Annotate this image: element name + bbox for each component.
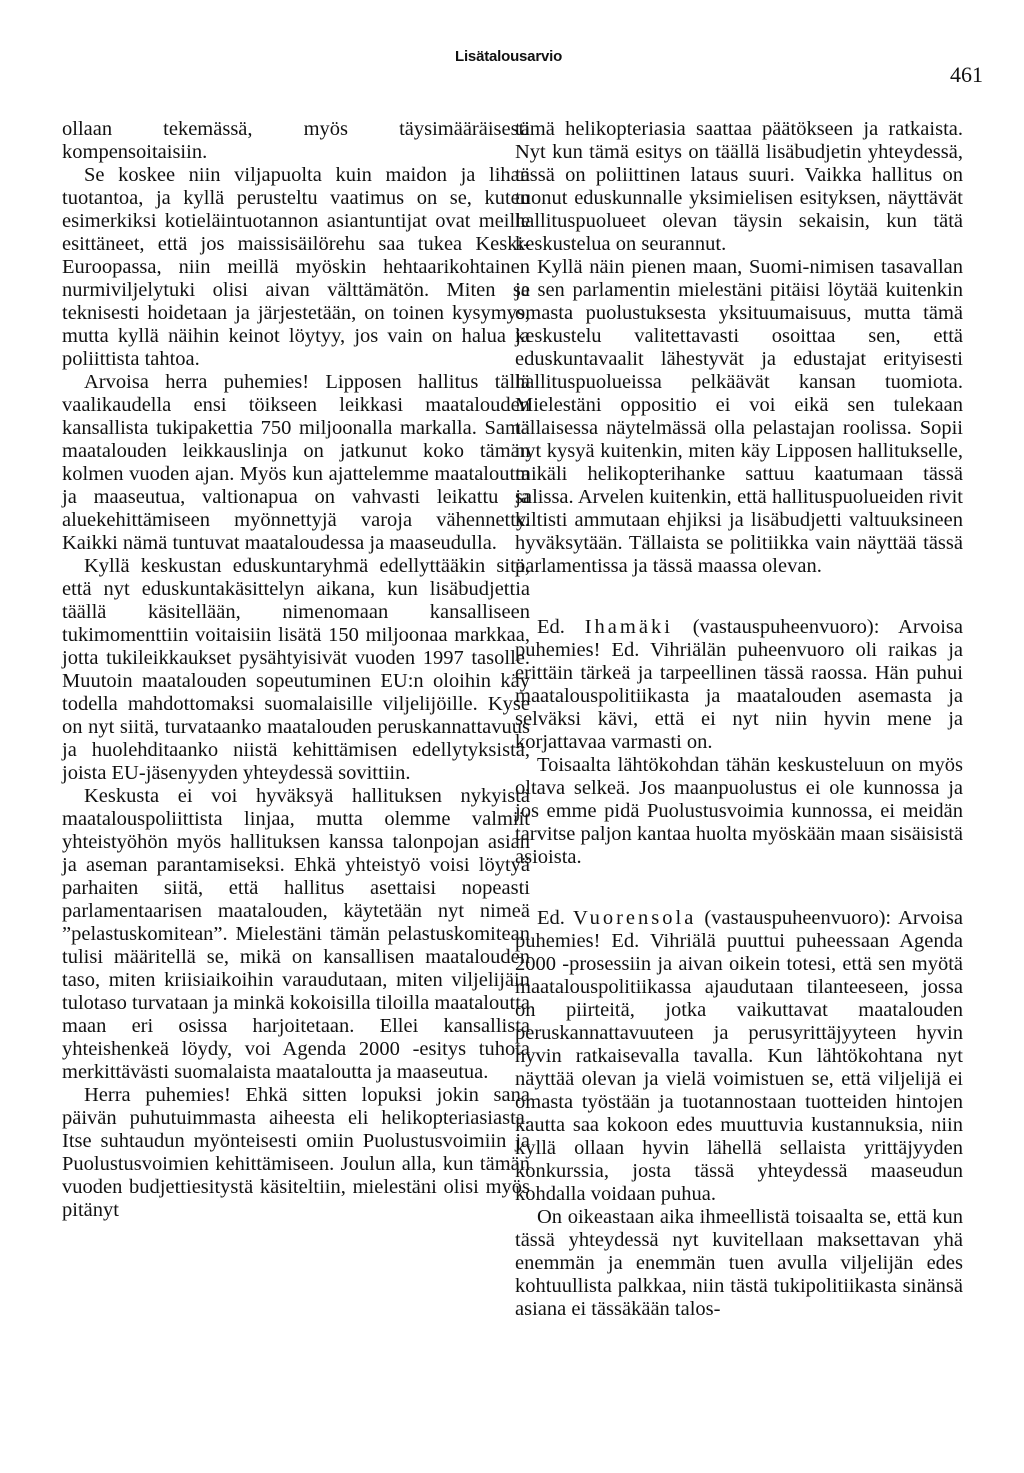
speech-text: (vastauspuheenvuoro): Arvoisa puhemies! Ed. Vihriälä puuttui puheessaan Agenda 2000 -prosessiin ja aivan oikein totesi, että sen myötä maatalouspolitiikassa ajaudutaan tilanteeseen, jossa on piirteitä, jotka vaikuttavat maatalouden peruskannattavuuteen ja perusyrittäjyyteen hyvin hyvin ratkaisevalla tavalla. Kun lähtökohtana nyt näyttää olevan ja vielä voimistuen se, että viljelijä ei omasta työstään ja tuotannostaan tuotteiden hintojen kautta saa kokoon edes muuttuvia kustannuksia, niin kyllä ollaan hyvin lähellä sellaista yrittäjyyden konkurssia, josta tässä yhteydessä maaseudun kohdalla voidaan puhua. (515, 907, 964, 1205)
speaker-name: Ihamäki (584, 616, 673, 638)
paragraph: Se koskee niin viljapuolta kuin maidon ja lihan tuotantoa, ja kyllä perusteltu vaatimus on se, kuten esimerkiksi kotieläintuotannon asiantuntijat ovat meille esittäneet, että jos maissisäilörehu saa tukea Keski-Euroopassa, niin meillä myöskin hehtaarikohtainen nurmiviljelytuki olisi aivan välttämätön. Miten se teknisesti hoidetaan ja järjestetään, on toinen kysymys, mutta kyllä näihin keinot löytyy, jos vain on halua ja poliittista tahtoa. (62, 164, 530, 370)
running-title: Lisätalousarvio (455, 48, 563, 65)
speech-prefix: Ed. (537, 907, 565, 929)
right-column (515, 118, 963, 1321)
paragraph: Herra puhemies! Ehkä sitten lopuksi jokin sana päivän puhutuimmasta aiheesta eli helikopteriasiasta. Itse suhtaudun myönteisesti omiin Puolustusvoimiin ja Puolustusvoimien kehittämiseen. Joulun alla, kun tämän vuoden budjettiesitystä käsiteltiin, mielestäni olisi myös pitänyt (62, 1084, 530, 1221)
speech-prefix: Ed. (537, 616, 565, 638)
speaker-name: Vuorensola (573, 907, 697, 929)
left-column (62, 118, 530, 1222)
paragraph: tämä helikopteriasia saattaa päätökseen ja ratkaista. Nyt kun tämä esitys on täällä lisäbudjetin yhteydessä, tässä on poliittinen lataus suuri. Vaikka hallitus on tuonut eduskunnalle yksimielisen esityksen, näyttävät hallituspuolueet olevan täysin sekaisin, kun tätä keskustelua on seurannut. (515, 118, 963, 255)
paragraph: ollaan tekemässä, myös täysimääräisesti kompensoitaisiin. (62, 118, 530, 163)
speech-ihamaki (515, 616, 963, 754)
speech-text: (vastauspuheenvuoro): Arvoisa puhemies! Ed. Vihriälän puheenvuoro oli raikas ja erittäin tärkeä ja tarpeellinen tässä raossa. Hän puhui maatalouspolitiikasta ja maatalouden asemasta ja selväksi kävi, että ei nyt niin hyvin mene ja korjattavaa varmasti on. (515, 616, 964, 753)
speech-vuorensola (515, 907, 963, 1206)
paragraph: Toisaalta lähtökohdan tähän keskusteluun on myös oltava selkeä. Jos maanpuolustus ei ole kunnossa ja jos emme pidä Puolustusvoimia kunnossa, ei meidän tarvitse paljon kantaa huolta myöskään maan sisäisistä asioista. (515, 754, 963, 868)
paragraph: Kyllä näin pienen maan, Suomi-nimisen tasavallan ja sen parlamentin mielestäni pitäisi löytää kuitenkin omasta puolustuksesta yksituumaisuus, mutta tämä keskustelu valitettavasti osoittaa sen, että eduskuntavaalit lähestyvät ja edustajat erityisesti hallituspuolueissa pelkäävät kansan tuomiota. Mielestäni oppositio ei voi eikä sen tulekaan tällaisessa näytelmässä olla pelastajan roolissa. Sopii nyt kysyä kuitenkin, miten käy Lipposen hallitukselle, mikäli helikopterihanke sattuu kaatumaan tässä salissa. Arvelen kuitenkin, että hallituspuolueiden rivit kiltisti ammutaan ehjiksi ja lisäbudjetti valtuuksineen hyväksytään. Tällaista se politiikka vain näyttää tässä parlamentissa ja tässä maassa olevan. (515, 256, 963, 577)
paragraph: Arvoisa herra puhemies! Lipposen hallitus tällä vaalikaudella ensi töikseen leikkasi maatalouden kansallista tukipakettia 750 miljoonalla markalla. Sama maatalouden leikkauslinja on jatkunut koko tämän kolmen vuoden ajan. Myös kun ajattelemme maataloutta ja maaseutua, valtionapua on vahvasti leikattu ja aluekehittämiseen myönnettyjä varoja vähennetty. Kaikki nämä tuntuvat maataloudessa ja maaseudulla. (62, 371, 530, 554)
paragraph: Keskusta ei voi hyväksyä hallituksen nykyistä maatalouspoliittista linjaa, mutta olemme valmiit yhteistyöhön myös hallituksen kanssa talonpojan asian ja aseman parantamiseksi. Ehkä yhteistyö voisi löytyä parhaiten siitä, että hallitus asettaisi nopeasti parlamentaarisen maatalouden, käytetään nyt nimeä ”pelastuskomitean”. Mielestäni tämän pelastuskomitean tulisi määritellä se, mikä on kansallisen maatalouden taso, miten kriisiaikoihin varaudutaan, miten viljelijäin tulotaso turvataan ja minkä kokoisilla tiloilla maataloutta maan eri osissa harjoitetaan. Ellei kansallista yhteishenkeä löydy, voi Agenda 2000 -esitys tuhota merkittävästi suomalaista maataloutta ja maaseutua. (62, 785, 530, 1083)
paragraph: Kyllä keskustan eduskuntaryhmä edellyttääkin sitä, että nyt eduskuntakäsittelyn aikana, kun lisäbudjettia täällä käsitellään, nimenomaan kansalliseen tukimomenttiin voitaisiin lisätä 150 miljoonaa markkaa, jotta tukileikkaukset pysähtyisivät vuoden 1997 tasolle. Muutoin maatalouden sopeutuminen EU:n oloihin käy todella mahdottomaksi suomalaisille viljelijöille. Kyse on nyt siitä, turvataanko maatalouden peruskannattavuus ja huolehditaanko niistä kehittämisen edellytyksistä, joista EU-jäsenyyden yhteydessä sovittiin. (62, 555, 530, 784)
page-number: 461 (950, 62, 983, 87)
paragraph: On oikeastaan aika ihmeellistä toisaalta se, että kun tässä yhteydessä nyt kuvitellaan maksettavan yhä enemmän ja enemmän tuen avulla viljelijän edes kohtuullista palkkaa, niin tästä tukipolitiikasta sinänsä asiana ei tässäkään talos- (515, 1206, 963, 1320)
